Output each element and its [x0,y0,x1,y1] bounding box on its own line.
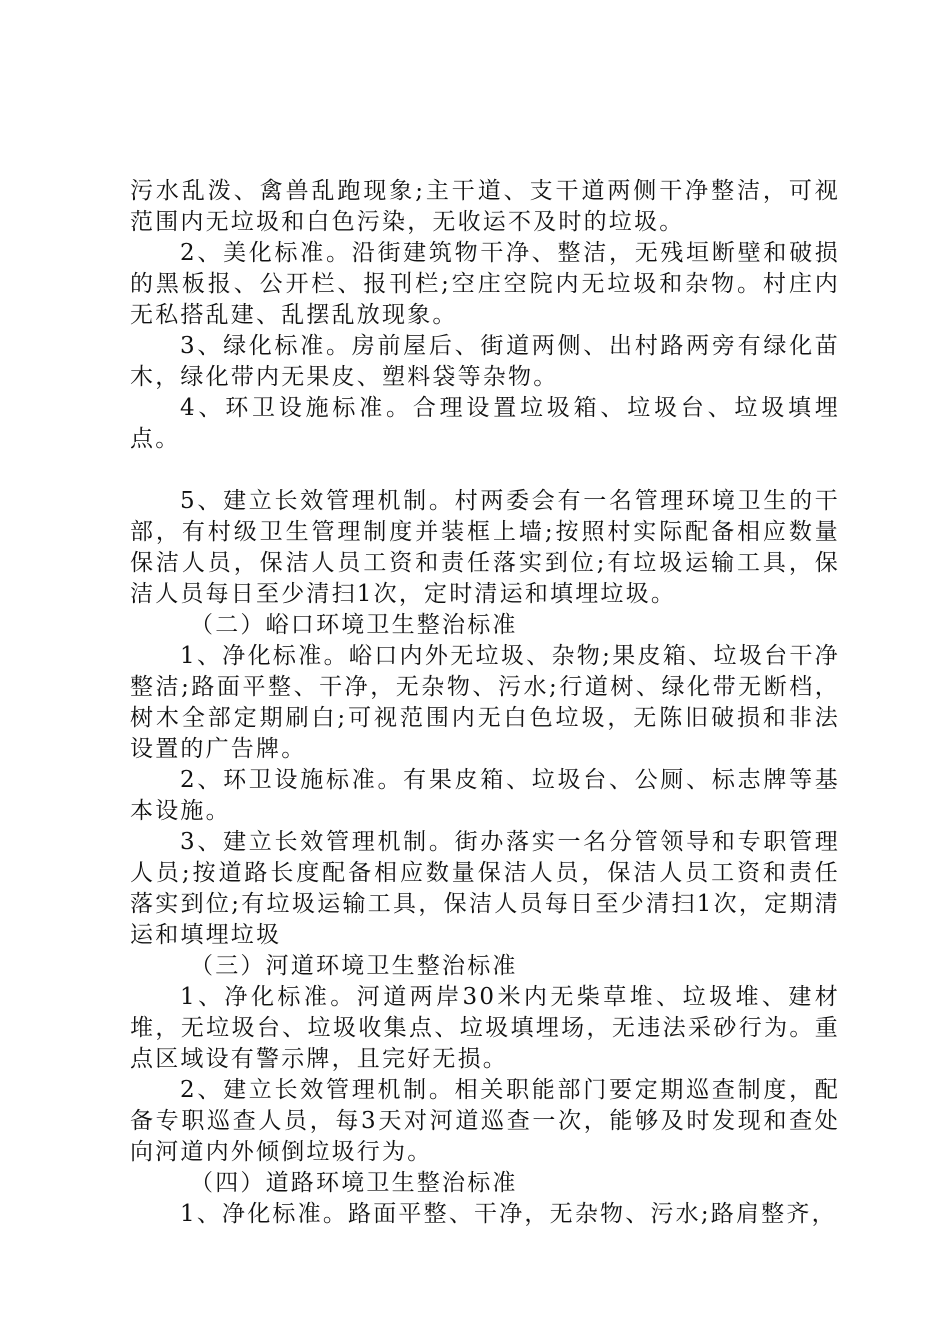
section-heading-river: （三）河道环境卫生整治标准 [190,953,518,979]
paragraph-greening-standard: 3、绿化标准。房前屋后、街道两侧、出村路两旁有绿化苗木，绿化带内无果皮、塑料袋等杂物。 [130,333,840,390]
section-heading-valley: （二）峪口环境卫生整治标准 [190,612,518,638]
paragraph-valley-facility: 2、环卫设施标准。有果皮箱、垃圾台、公厕、标志牌等基本设施。 [130,767,840,824]
paragraph-sanitation-facility-standard: 4、环卫设施标准。合理设置垃圾箱、垃圾台、垃圾填埋点。 [130,395,840,452]
paragraph-1: 污水乱泼、禽兽乱跑现象;主干道、支干道两侧干净整洁，可视范围内无垃圾和白色污染，无收运不及时的垃圾。 [130,178,840,235]
document-body [130,176,840,1230]
paragraph-river-purify: 1、净化标准。河道两岸30米内无柴草堆、垃圾堆、建材堆，无垃圾台、垃圾收集点、垃圾填埋场，无违法采砂行为。重点区域设有警示牌，且完好无损。 [130,984,840,1072]
paragraph-valley-purify: 1、净化标准。峪口内外无垃圾、杂物;果皮箱、垃圾台干净整洁;路面平整、干净，无杂物、污水;行道树、绿化带无断档，树木全部定期刷白;可视范围内无白色垃圾，无陈旧破损和非法设置的广告牌。 [130,643,840,762]
paragraph-village-mechanism: 5、建立长效管理机制。村两委会有一名管理环境卫生的干部，有村级卫生管理制度并装框上墙;按照村实际配备相应数量保洁人员，保洁人员工资和责任落实到位;有垃圾运输工具，保洁人员每日至少清扫1次，定时清运和填埋垃圾。 [130,488,840,607]
paragraph-gap [130,455,840,486]
paragraph-river-mechanism: 2、建立长效管理机制。相关职能部门要定期巡查制度，配备专职巡查人员，每3天对河道巡查一次，能够及时发现和查处向河道内外倾倒垃圾行为。 [130,1077,840,1165]
section-heading-road: （四）道路环境卫生整治标准 [190,1170,518,1196]
paragraph-valley-mechanism: 3、建立长效管理机制。街办落实一名分管领导和专职管理人员;按道路长度配备相应数量保洁人员，保洁人员工资和责任落实到位;有垃圾运输工具，保洁人员每日至少清扫1次，定期清运和填埋垃圾 [130,829,840,948]
paragraph-road-purify: 1、净化标准。路面平整、干净，无杂物、污水;路肩整齐， [180,1201,837,1227]
paragraph-beautify-standard: 2、美化标准。沿街建筑物干净、整洁，无残垣断壁和破损的黑板报、公开栏、报刊栏;空庄空院内无垃圾和杂物。村庄内无私搭乱建、乱摆乱放现象。 [130,240,840,328]
